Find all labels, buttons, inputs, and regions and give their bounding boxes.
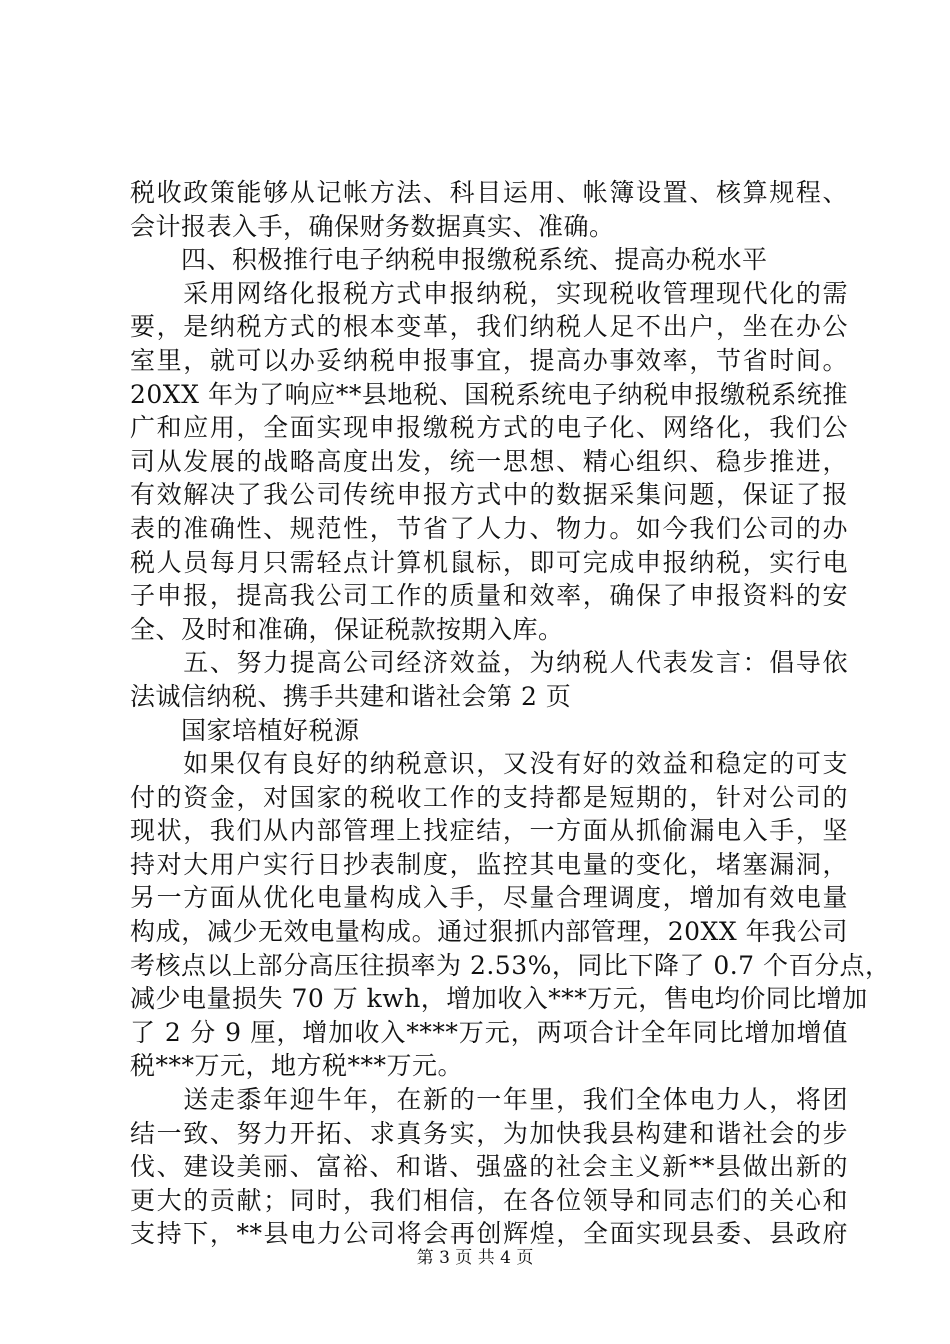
text-line: 五、努力提高公司经济效益，为纳税人代表发言：倡导依 (130, 648, 848, 678)
text-line: 减少电量损失 70 万 kwh，增加收入***万元，售电均价同比增加 (130, 984, 868, 1014)
text-line: 考核点以上部分高压往损率为 2.53%，同比下降了 0.7 个百分点， (130, 950, 891, 980)
text-line: 司从发展的战略高度出发，统一思想、精心组织、稳步推进， (130, 446, 848, 476)
text-line: 子申报，提高我公司工作的质量和效率，确保了申报资料的安 (130, 581, 848, 611)
text-line: 了 2 分 9 厘，增加收入****万元，两项合计全年同比增加增值 (130, 1017, 848, 1047)
text-line: 持对大用户实行日抄表制度，监控其电量的变化，堵塞漏洞， (130, 849, 848, 879)
text-line: 付的资金，对国家的税收工作的支持都是短期的，针对公司的 (130, 782, 848, 812)
text-line: 税***万元，地方税***万元。 (130, 1051, 464, 1081)
text-line: 构成，减少无效电量构成。通过狠抓内部管理，20XX 年我公司 (130, 917, 848, 947)
text-line: 结一致、努力开拓、求真务实，为加快我县构建和谐社会的步 (130, 1118, 848, 1148)
text-line: 采用网络化报税方式申报纳税，实现税收管理现代化的需 (130, 278, 848, 308)
text-line: 送走黍年迎牛年，在新的一年里，我们全体电力人，将团 (130, 1085, 848, 1115)
text-line: 伐、建设美丽、富裕、和谐、强盛的社会主义新**县做出新的 (130, 1152, 848, 1182)
text-line: 国家培植好税源 (130, 715, 360, 745)
text-line: 广和应用，全面实现申报缴税方式的电子化、网络化，我们公 (130, 413, 848, 443)
page-footer: 第 3 页 共 4 页 (416, 1248, 534, 1268)
text-line: 20XX 年为了响应**县地税、国税系统电子纳税申报缴税系统推 (130, 379, 848, 409)
text-line: 有效解决了我公司传统申报方式中的数据采集问题，保证了报 (130, 480, 848, 510)
text-line: 会计报表入手，确保财务数据真实、准确。 (130, 211, 615, 241)
document-body (130, 176, 891, 1251)
text-line: 如果仅有良好的纳税意识，又没有好的效益和稳定的可支 (130, 749, 848, 779)
text-line: 四、积极推行电子纳税申报缴税系统、提高办税水平 (130, 245, 768, 275)
text-line: 表的准确性、规范性，节省了人力、物力。如今我们公司的办 (130, 513, 848, 543)
text-line: 支持下，**县电力公司将会再创辉煌，全面实现县委、县政府 (130, 1219, 848, 1249)
text-line: 室里，就可以办妥纳税申报事宜，提高办事效率，节省时间。 (130, 345, 848, 375)
text-line: 税收政策能够从记帐方法、科目运用、帐簿设置、核算规程、 (130, 178, 848, 207)
text-line: 税人员每月只需轻点计算机鼠标，即可完成申报纳税，实行电 (130, 547, 848, 577)
text-line: 更大的贡献；同时，我们相信，在各位领导和同志们的关心和 (130, 1185, 848, 1215)
text-line: 法诚信纳税、携手共建和谐社会第 2 页 (130, 681, 572, 711)
text-line: 全、及时和准确，保证税款按期入库。 (130, 614, 564, 644)
text-line: 要，是纳税方式的根本变革，我们纳税人足不出户，坐在办公 (130, 312, 848, 342)
text-line: 另一方面从优化电量构成入手，尽量合理调度，增加有效电量 (130, 883, 848, 913)
text-line: 现状，我们从内部管理上找症结，一方面从抓偷漏电入手，坚 (130, 816, 848, 846)
